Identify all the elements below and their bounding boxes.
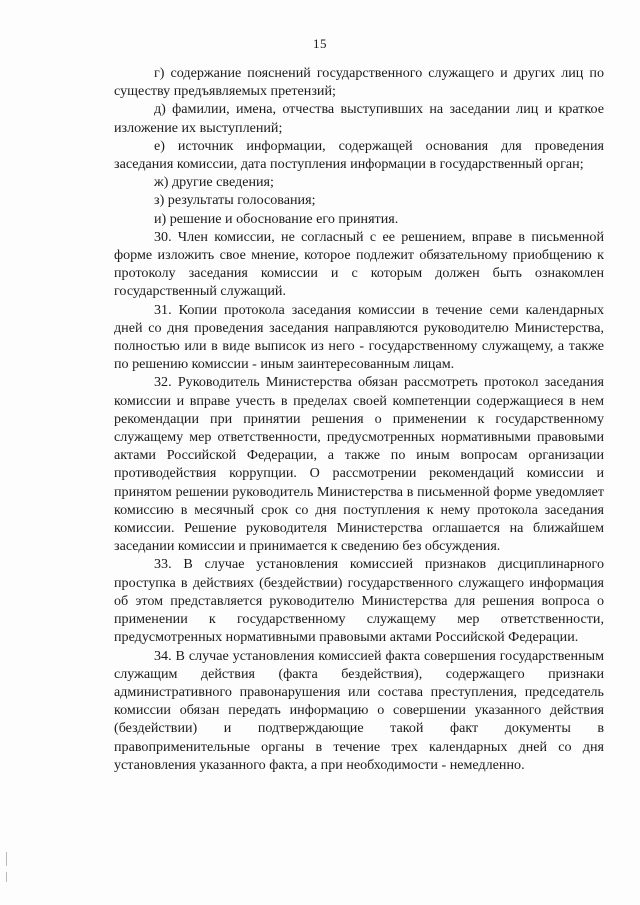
page-number: 15	[313, 36, 327, 51]
paragraph-clause-34: 34. В случае установления комиссией факта совершения государственным служащим действия (факта бездействия), содержащего признаки административного правонарушения или состава преступления, председатель комиссии обязан передать информацию о совершении указанного действия (бездействии) и подтверждающие такой факт документы в правоприменительные органы в течение трех календарных дней со дня установления указанного факта, а при необходимости - немедленно.	[114, 647, 604, 773]
paragraph-clause-33: 33. В случае установления комиссией признаков дисциплинарного проступка в действиях (бездействии) государственного служащего информация об этом представляется руководителю Министерства для решения вопроса о применении к государственному служащему мер ответственности, предусмотренных нормативными правовыми актами Российской Федерации.	[114, 556, 604, 646]
paragraph-clause-31: 31. Копии протокола заседания комиссии в течение семи календарных дней со дня проведения заседания направляются руководителю Министерства, полностью или в виде выписок из него - государственному служащему, а также по решению комиссии - иным заинтересованным лицам.	[114, 301, 604, 373]
document-body	[114, 64, 604, 774]
paragraph-item-z: з) результаты голосования;	[154, 192, 316, 209]
paragraph-item-e: е) источник информации, содержащей основания для проведения заседания комиссии, дата поступления информации в государственный орган;	[114, 137, 604, 173]
scan-edge-mark	[6, 852, 7, 866]
paragraph-item-i: и) решение и обоснование его принятия.	[154, 210, 399, 227]
paragraph-item-zh: ж) другие сведения;	[154, 174, 274, 191]
paragraph-item-d: д) фамилии, имена, отчества выступивших на заседании лиц и краткое изложение их выступлений;	[114, 101, 604, 136]
paragraph-clause-30: 30. Член комиссии, не согласный с ее решением, вправе в письменной форме изложить свое мнение, которое подлежит обязательному приобщению к протоколу заседания комиссии и с которым должен быть ознакомлен государственный служащий.	[114, 228, 604, 300]
paragraph-clause-32: 32. Руководитель Министерства обязан рассмотреть протокол заседания комиссии и вправе учесть в пределах своей компетенции содержащиеся в нем рекомендации при принятии решения о применении к государственному служащему мер ответственности, предусмотренных нормативными правовыми актами Российской Федерации, а также по иным вопросам организации противодействия коррупции. О рассмотрении рекомендаций комиссии и принятом решении руководитель Министерства в письменной форме уведомляет комиссию в месячный срок со дня поступления к нему протокола заседания комиссии. Решение руководителя Министерства оглашается на ближайшем заседании комиссии и принимается к сведению без обсуждения.	[114, 374, 604, 555]
scan-edge-mark	[6, 872, 7, 882]
paragraph-item-g: г) содержание пояснений государственного служащего и других лиц по существу предъявляемых претензий;	[114, 65, 604, 100]
